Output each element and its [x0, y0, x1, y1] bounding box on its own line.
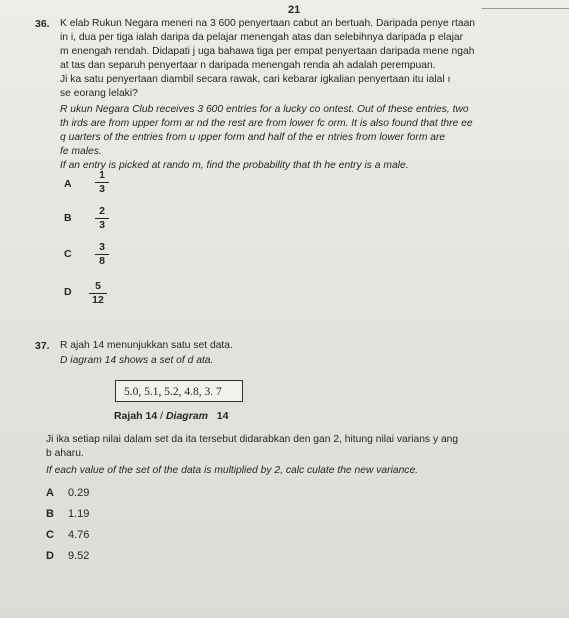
q36-option-d-label[interactable]: D [64, 286, 72, 298]
question-36-number: 36. [35, 18, 50, 30]
page-number: 21 [288, 4, 301, 16]
caption-english: Diagram [165, 410, 208, 422]
numerator: 5 [95, 280, 101, 292]
header-rule [482, 8, 569, 9]
q36-malay-line-3: m enengah rendah. Didapati j uga bahawa tiga per empat penyertaan daripada mene ngah [60, 46, 475, 57]
q36-option-a-label[interactable]: A [64, 178, 72, 190]
q37-option-b[interactable] [46, 508, 89, 520]
q37-option-d[interactable] [46, 550, 89, 562]
q36-malay-line-2: in i, dua per tiga ialah daripa da pelajar menengah atas dan selebihnya daripada p elajar [60, 32, 464, 43]
q36-english-line-5: If an entry is picked at rando m, find the probability that th he entry is a male. [60, 160, 409, 171]
q36-english-line-3: q uarters of the entries from u ıpper form and half of the er ntries from lower form are [60, 132, 446, 143]
denominator: 12 [92, 294, 104, 306]
q37-malay-question-line-2: b aharu. [46, 448, 84, 459]
q36-english-line-1: R ukun Negara Club receives 3 600 entries for a lucky co ontest. Out of these entries, two [60, 104, 469, 115]
denominator: 3 [99, 219, 105, 231]
q36-option-c-fraction[interactable] [95, 242, 109, 267]
q36-option-b-label[interactable]: B [64, 212, 72, 224]
option-label: D [46, 550, 54, 562]
option-label: A [46, 487, 54, 499]
q37-english-question: If each value of the set of the data is multiplied by 2, calc culate the new variance. [46, 465, 419, 476]
q36-option-b-fraction[interactable] [95, 206, 109, 231]
option-label: C [46, 529, 54, 541]
caption-malay: Rajah 14 [114, 410, 158, 422]
q37-english-intro: D iagram 14 shows a set of d ata. [60, 355, 214, 366]
caption-slash: / [157, 410, 166, 422]
question-37-number: 37. [35, 340, 50, 352]
numerator: 3 [99, 241, 105, 253]
q37-malay-question-line-1: Ji ika setiap nilai dalam set da ita tersebut didarabkan den gan 2, hitung nilai varians y ang [46, 434, 459, 445]
q36-option-c-label[interactable]: C [64, 248, 72, 260]
q36-malay-line-6: se eorang lelaki? [60, 88, 138, 99]
numerator: 1 [99, 169, 105, 181]
option-label: B [46, 508, 54, 520]
option-value: 1.19 [67, 508, 90, 520]
q37-option-c[interactable] [46, 529, 89, 541]
data-set-box: 5.0, 5.1, 5.2, 4.8, 3. 7 [115, 380, 243, 402]
denominator: 8 [99, 255, 105, 267]
q36-english-line-4: fe males. [60, 146, 102, 157]
q36-option-a-fraction[interactable] [95, 170, 109, 195]
caption-number: 14 [216, 410, 229, 422]
q36-malay-line-1: K elab Rukun Negara meneri na 3 600 penyertaan cabut an bertuah. Daripada penye rtaan [60, 18, 476, 29]
denominator: 3 [99, 183, 105, 195]
diagram-caption [114, 410, 228, 422]
option-value: 0.29 [67, 487, 90, 499]
q36-english-line-2: th irds are from upper form ar nd the rest are from lower fc orm. It is also found that thre ee [60, 118, 473, 129]
q36-malay-line-5: Ji ka satu penyertaan diambil secara rawak, cari kebarar igkalian penyertaan itu ialal ı [60, 74, 451, 85]
q36-option-d-fraction[interactable] [89, 281, 107, 306]
q36-malay-line-4: at tas dan separuh penyertaar n daripada menengah renda ah adalah perempuan. [60, 60, 436, 71]
option-value: 9.52 [67, 550, 90, 562]
option-value: 4.76 [67, 529, 90, 541]
q37-option-a[interactable] [46, 487, 89, 499]
numerator: 2 [99, 205, 105, 217]
q37-malay-intro: R ajah 14 menunjukkan satu set data. [60, 340, 233, 351]
